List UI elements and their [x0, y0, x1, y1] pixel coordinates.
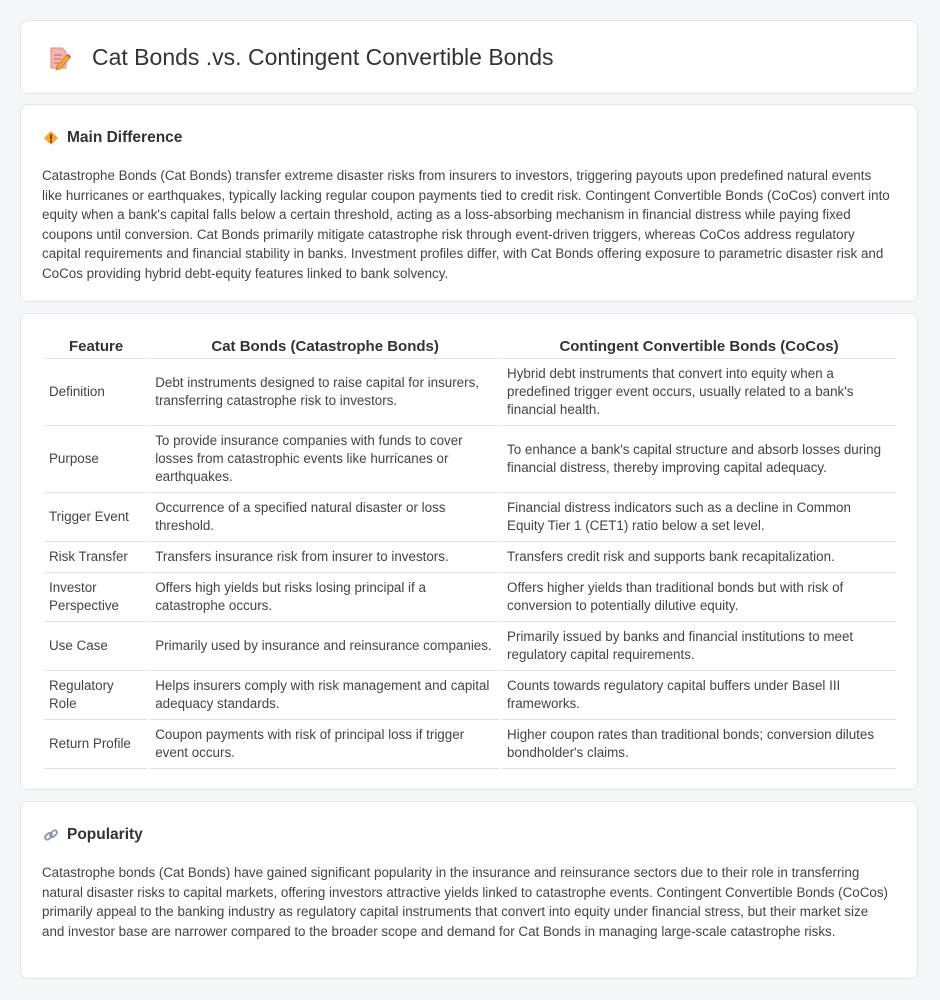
- cocos-cell: Primarily issued by banks and financial institutions to meet regulatory capital requirements.: [502, 622, 896, 671]
- main-difference-text: Catastrophe Bonds (Cat Bonds) transfer extreme disaster risks from insurers to investors, triggering payouts upon predefined natural events like hurricanes or earthquakes, typically lacking regular coupon payments tied to credit risk. Contingent Convertible Bonds (CoCos) convert into equity when a bank's capital falls below a certain threshold, acting as a loss-absorbing mechanism in financial distress while paying fixed coupons until conversion. Cat Bonds primarily mitigate catastrophe risk through event-driven triggers, whereas CoCos address regulatory capital requirements and financial stability in banks. Investment profiles differ, with Cat Bonds offering exposure to parametric disaster risk and CoCos providing hybrid debt-equity features linked to bank solvency.: [42, 168, 890, 281]
- page-title: Cat Bonds .vs. Contingent Convertible Bonds: [92, 44, 554, 70]
- table-row: [44, 426, 896, 493]
- title-card: [20, 20, 918, 94]
- feature-cell: Use Case: [44, 622, 148, 671]
- table-row: [44, 671, 896, 720]
- cocos-cell: Offers higher yields than traditional bonds but with risk of conversion to potentially dilutive equity.: [502, 573, 896, 622]
- feature-cell: Purpose: [44, 426, 148, 493]
- main-difference-heading: Main Difference: [67, 129, 183, 146]
- feature-cell: Risk Transfer: [44, 542, 148, 573]
- header-cocos: Contingent Convertible Bonds (CoCos): [502, 334, 896, 359]
- table-row: [44, 542, 896, 573]
- cocos-cell: To enhance a bank's capital structure and absorb losses during financial distress, thereby improving capital adequacy.: [502, 426, 896, 493]
- feature-cell: Trigger Event: [44, 493, 148, 542]
- cocos-cell: Transfers credit risk and supports bank recapitalization.: [502, 542, 896, 573]
- cocos-cell: Counts towards regulatory capital buffers under Basel III frameworks.: [502, 671, 896, 720]
- table-row: [44, 493, 896, 542]
- table-row: [44, 622, 896, 671]
- cat-bonds-cell: Helps insurers comply with risk management and capital adequacy standards.: [150, 671, 500, 720]
- cocos-cell: Hybrid debt instruments that convert into equity when a predefined trigger event occurs, usually related to a bank's financial health.: [502, 359, 896, 426]
- cat-bonds-cell: Transfers insurance risk from insurer to investors.: [150, 542, 500, 573]
- header-cat-bonds: Cat Bonds (Catastrophe Bonds): [150, 334, 500, 359]
- link-icon: [43, 827, 59, 843]
- comparison-section: [20, 313, 918, 790]
- cat-bonds-cell: To provide insurance companies with funds to cover losses from catastrophic events like hurricanes or earthquakes.: [150, 426, 500, 493]
- document-edit-icon: [47, 45, 71, 71]
- feature-cell: Regulatory Role: [44, 671, 148, 720]
- cat-bonds-cell: Debt instruments designed to raise capital for insurers, transferring catastrophe risk to investors.: [150, 359, 500, 426]
- feature-cell: Return Profile: [44, 720, 148, 769]
- cocos-cell: Higher coupon rates than traditional bonds; conversion dilutes bondholder's claims.: [502, 720, 896, 769]
- cocos-cell: Financial distress indicators such as a decline in Common Equity Tier 1 (CET1) ratio below a set level.: [502, 493, 896, 542]
- main-difference-section: [20, 104, 918, 302]
- table-row: [44, 720, 896, 769]
- cat-bonds-cell: Coupon payments with risk of principal loss if trigger event occurs.: [150, 720, 500, 769]
- cat-bonds-cell: Offers high yields but risks losing principal if a catastrophe occurs.: [150, 573, 500, 622]
- comparison-table: [42, 334, 898, 769]
- table-row: [44, 573, 896, 622]
- cat-bonds-cell: Occurrence of a specified natural disaster or loss threshold.: [150, 493, 500, 542]
- diamond-warning-icon: [43, 130, 59, 146]
- popularity-text: Catastrophe bonds (Cat Bonds) have gained significant popularity in the insurance and reinsurance sectors due to their role in transferring natural disaster risks to capital markets, offering investors attractive yields linked to catastrophe events. Contingent Convertible Bonds (CoCos) primarily appeal to the banking industry as regulatory capital instruments that convert into equity under financial stress, but their market size and investor base are narrower compared to the broader scope and demand for Cat Bonds in managing large-scale catastrophe risks.: [42, 865, 888, 939]
- feature-cell: Definition: [44, 359, 148, 426]
- header-feature: Feature: [44, 334, 148, 359]
- popularity-section: [20, 801, 918, 979]
- table-header-row: [44, 334, 896, 359]
- cat-bonds-cell: Primarily used by insurance and reinsurance companies.: [150, 622, 500, 671]
- feature-cell: Investor Perspective: [44, 573, 148, 622]
- popularity-heading: Popularity: [67, 826, 143, 843]
- table-row: [44, 359, 896, 426]
